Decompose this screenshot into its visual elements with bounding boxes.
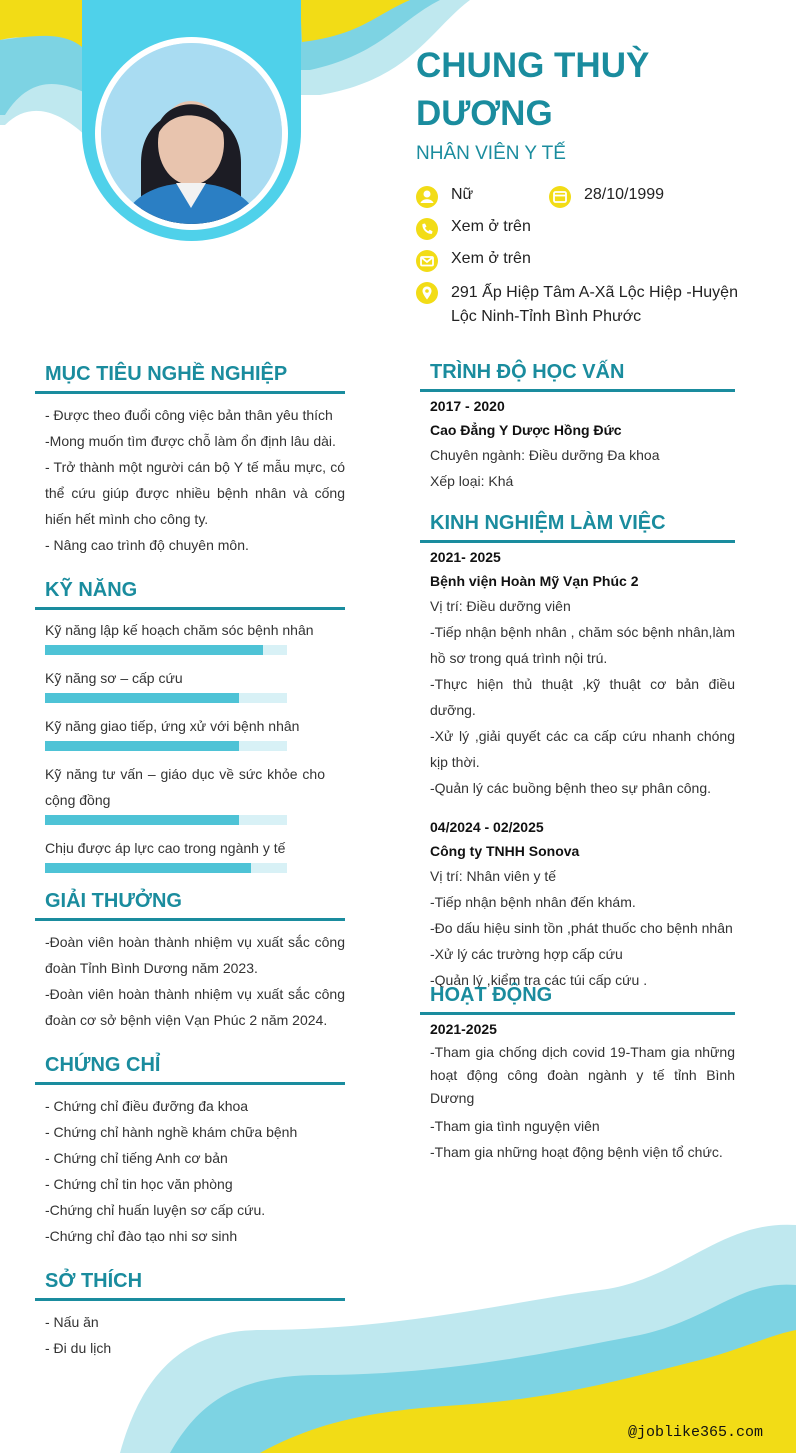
objective-line: - Trở thành một người cán bộ Y tế mẫu mực, có thể cứu giúp được nhiều bệnh nhân và cống hiến hết mình cho công ty. [45,459,345,527]
section-title-objective: MỤC TIÊU NGHỀ NGHIỆP [35,363,345,394]
job-title: NHÂN VIÊN Y TẾ [416,143,566,164]
footer-watermark: @joblike365.com [628,1424,764,1441]
job-period: 04/2024 - 02/2025 [430,819,544,835]
job-line: -Thực hiện thủ thuật ,kỹ thuật cơ bản điều dưỡng. [430,676,735,718]
contact-address [416,282,766,329]
contact-phone [416,218,531,240]
skill-bar-track [45,741,287,751]
section-title-skills: KỸ NĂNG [35,579,345,610]
contact-gender [416,186,473,208]
activity-line: -Tham gia chống dịch covid 19-Tham gia những hoạt động công đoàn ngành y tế tỉnh Bình Dương [430,1044,735,1106]
awards-body [35,921,345,1033]
activities-section [420,984,735,1165]
skill-bar-fill [45,815,239,825]
calendar-icon [549,186,571,208]
job-line: -Quản lý ,kiểm tra các túi cấp cứu . [430,972,648,988]
objective-section [35,363,345,558]
skill-bar-track [45,693,287,703]
user-icon [416,186,438,208]
hobbies-section [35,1270,345,1361]
email-value: Xem ở trên [451,250,531,267]
objective-line: - Nâng cao trình độ chuyên môn. [45,537,249,553]
certificate-line: -Chứng chỉ huấn luyện sơ cấp cứu. [45,1202,266,1218]
skill-name: Kỹ năng giao tiếp, ứng xử với bệnh nhân [45,718,300,734]
section-title-hobbies: SỞ THÍCH [35,1270,345,1301]
skill-bar-track [45,815,287,825]
candidate-name: CHUNG THUỲ DƯƠNG [416,46,650,133]
experience-job-1 [420,543,735,801]
hobby-line: - Đi du lịch [45,1340,112,1356]
experience-job-2 [420,801,735,993]
skill-bar-track [45,863,287,873]
avatar [101,43,282,224]
activity-line: -Tham gia tình nguyện viên [430,1118,600,1134]
certificate-line: - Chứng chỉ tiếng Anh cơ bản [45,1150,228,1166]
activities-period: 2021-2025 [430,1021,497,1037]
skill-bar-fill [45,645,263,655]
education-major: Chuyên ngành: Điều dưỡng Đa khoa [430,447,660,463]
avatar-portrait [101,43,282,224]
job-line: -Quản lý các buồng bệnh theo sự phân công. [430,780,712,796]
phone-value: Xem ở trên [451,218,531,235]
activity-line: -Tham gia những hoạt động bệnh viện tổ chức. [430,1144,723,1160]
skill-name: Chịu được áp lực cao trong ngành y tế [45,840,286,856]
skills-list [35,610,335,873]
experience-section [420,512,735,993]
activities-body [420,1015,735,1165]
hobby-line: - Nấu ăn [45,1314,99,1330]
certificates-section [35,1054,345,1249]
certificate-line: - Chứng chỉ điều đưỡng đa khoa [45,1098,249,1114]
section-title-awards: GIẢI THƯỞNG [35,890,345,921]
job-company: Bệnh viện Hoàn Mỹ Vạn Phúc 2 [430,573,639,589]
contact-birthdate [549,186,664,208]
skill-item [45,761,335,825]
skill-bar-track [45,645,287,655]
hobbies-body [35,1301,345,1361]
objective-body [35,394,345,558]
skill-bar-fill [45,863,251,873]
skill-item [45,665,335,703]
section-title-education: TRÌNH ĐỘ HỌC VẤN [420,361,735,392]
skill-bar-fill [45,693,239,703]
job-line: -Xử lý các trường hợp cấp cứu [430,946,623,962]
skill-item [45,617,335,655]
section-title-activities: HOẠT ĐỘNG [420,984,735,1015]
education-school: Cao Đẳng Y Dược Hồng Đức [430,422,622,438]
job-line: Vị trí: Nhân viên y tế [430,868,557,884]
address-value: 291 Ấp Hiệp Tâm A-Xã Lộc Hiệp -Huyện Lộc Ninh-Tỉnh Bình Phước [451,284,738,325]
job-line: Vị trí: Điều dưỡng viên [430,598,571,614]
award-line: -Đoàn viên hoàn thành nhiệm vụ xuất sắc công đoàn Tỉnh Bình Dương năm 2023. [45,934,345,976]
awards-section [35,890,345,1033]
skill-bar-fill [45,741,239,751]
section-title-certificates: CHỨNG CHỈ [35,1054,345,1085]
skills-section [35,579,345,883]
education-grade: Xếp loại: Khá [430,473,514,489]
skill-name: Kỹ năng tư vấn – giáo dục về sức khỏe cho cộng đồng [45,766,325,808]
phone-icon [416,218,438,240]
certificate-line: -Chứng chỉ đào tạo nhi sơ sinh [45,1228,238,1244]
skill-item [45,713,335,751]
certificate-line: - Chứng chỉ hành nghề khám chữa bệnh [45,1124,298,1140]
contact-email [416,250,531,272]
certificates-body [35,1085,345,1249]
section-title-experience: KINH NGHIỆM LÀM VIỆC [420,512,735,543]
birthdate-value: 28/10/1999 [584,186,665,203]
job-line: -Đo dấu hiệu sinh tồn ,phát thuốc cho bệnh nhân [430,920,733,936]
skill-item [45,835,335,873]
certificate-line: - Chứng chỉ tin học văn phòng [45,1176,233,1192]
skill-name: Kỹ năng lập kế hoạch chăm sóc bệnh nhân [45,622,314,638]
job-period: 2021- 2025 [430,549,501,565]
objective-line: - Được theo đuổi công việc bản thân yêu thích [45,407,333,423]
education-period: 2017 - 2020 [430,398,505,414]
job-line: -Xử lý ,giải quyết các ca cấp cứu nhanh chóng kịp thời. [430,728,735,770]
education-body [420,392,735,494]
objective-line: -Mong muốn tìm được chỗ làm ổn định lâu dài. [45,433,336,449]
education-section [420,361,735,494]
job-line: -Tiếp nhận bệnh nhân đến khám. [430,894,636,910]
skill-name: Kỹ năng sơ – cấp cứu [45,670,183,686]
gender-value: Nữ [451,186,474,203]
location-icon [416,282,438,304]
job-line: -Tiếp nhận bệnh nhân , chăm sóc bệnh nhân,làm hồ sơ trong quá trình nội trú. [430,624,735,666]
mail-icon [416,250,438,272]
job-company: Công ty TNHH Sonova [430,843,580,859]
award-line: -Đoàn viên hoàn thành nhiệm vụ xuất sắc công đoàn cơ sở bệnh viện Vạn Phúc 2 năm 2024. [45,986,345,1028]
